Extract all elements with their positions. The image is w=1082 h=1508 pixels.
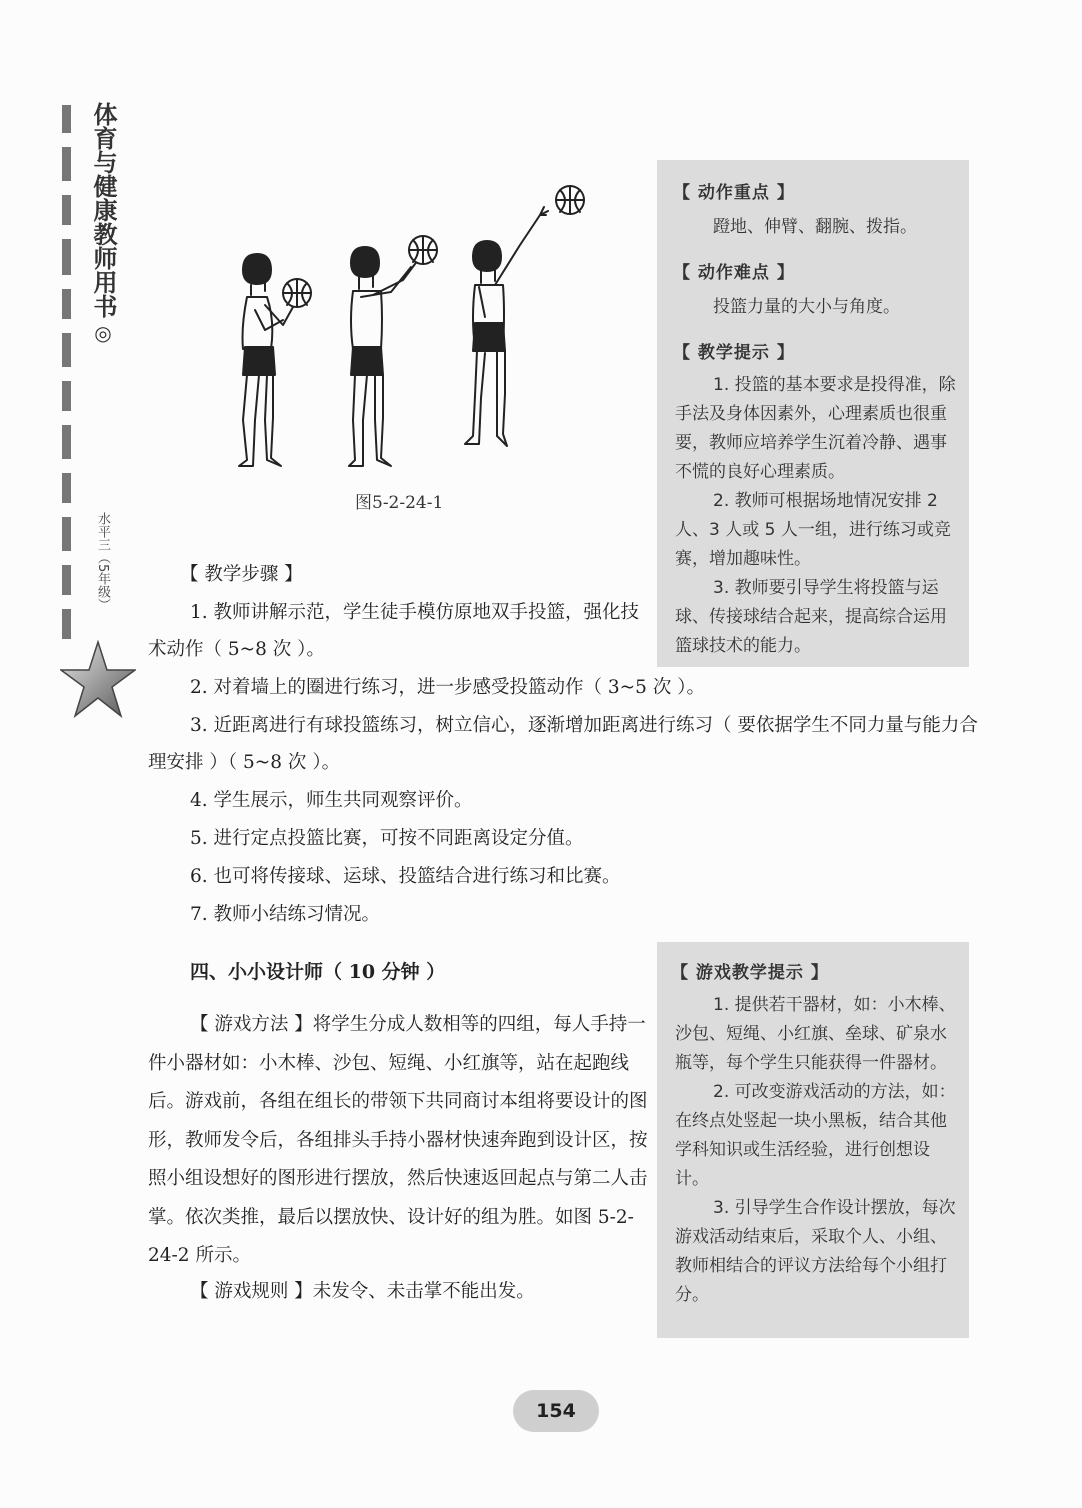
- teaching-tips-heading: 【 教学提示 】: [673, 343, 795, 363]
- game-rules: 【 游戏规则 】未发令、未击掌不能出发。: [190, 1281, 535, 1302]
- teaching-steps-title: 【 教学步骤 】: [180, 564, 303, 585]
- game-tips-heading: 【 游戏教学提示 】: [671, 963, 829, 983]
- teaching-step: 6. 也可将传接球、运球、投篮结合进行练习和比赛。: [190, 866, 621, 887]
- game-tip: 2. 可改变游戏活动的方法，如：在终点处竖起一块小黑板，结合其他学科知识或生活经验，进行创想设计。: [675, 1082, 956, 1189]
- teaching-step: 4. 学生展示，师生共同观察评价。: [190, 790, 473, 811]
- game-tip: 1. 提供若干器材，如：小木棒、沙包、短绳、小红旗、垒球、矿泉水瓶等，每个学生只能获得一件器材。: [675, 995, 956, 1073]
- section-heading: 四、小小设计师（ 10 分钟 ）: [190, 961, 446, 983]
- player-3: [465, 186, 584, 446]
- player-2: [349, 236, 437, 466]
- spine-decoration: [62, 105, 72, 665]
- page-number: 154: [513, 1390, 599, 1432]
- teaching-tip: 2. 教师可根据场地情况安排 2 人、3 人或 5 人一组，进行练习或竞赛，增加趣味性。: [675, 491, 951, 569]
- game-method: 【 游戏方法 】将学生分成人数相等的四组，每人手持一件小器材如：小木棒、沙包、短绳、小红旗等，站在起跑线后。游戏前，各组在组长的带领下共同商讨本组将要设计的图形，教师发令后，各组排头手持小器材快速奔跑到设计区，按照小组设想好的图形进行摆放，然后快速返回起点与第二人击掌。依次类推，最后以摆放快、设计好的组为胜。如图 5-2-24-2 所示。: [148, 1014, 648, 1266]
- game-tips-box: [657, 942, 969, 1338]
- teaching-step: 2. 对着墙上的圈进行练习，进一步感受投篮动作（ 3~5 次 ）。: [190, 677, 705, 698]
- game-tip: 3. 引导学生合作设计摆放，每次游戏活动结束后，采取个人、小组、教师相结合的评议方法给每个小组打分。: [675, 1198, 956, 1305]
- teaching-tip: 3. 教师要引导学生将投篮与运球、传接球结合起来，提高综合运用篮球技术的能力。: [675, 578, 947, 656]
- shooting-figure: [225, 175, 605, 470]
- teaching-tip: 1. 投篮的基本要求是投得准，除手法及身体因素外，心理素质也很重要，教师应培养学生沉着冷静、遇事不慌的良好心理素质。: [675, 375, 956, 482]
- player-1: [239, 254, 311, 466]
- figure-caption: 图5-2-24-1: [355, 493, 444, 513]
- teaching-step: 3. 近距离进行有球投篮练习，树立信心，逐渐增加距离进行练习（ 要依据学生不同力量与能力合理安排 ）（ 5~8 次 ）。: [148, 715, 978, 773]
- book-title-text: 体育与健康教师用书: [89, 102, 118, 318]
- teaching-step: 5. 进行定点投篮比赛，可按不同距离设定分值。: [190, 828, 584, 849]
- key-action-heading: 【 动作重点 】: [673, 183, 795, 203]
- level-label: 水平三（5年级）: [95, 512, 110, 612]
- difficulty-text: 投篮力量的大小与角度。: [713, 297, 900, 317]
- key-action-text: 蹬地、伸臂、翻腕、拨指。: [713, 217, 917, 237]
- key-points-box: [657, 160, 969, 667]
- teaching-step: 1. 教师讲解示范，学生徒手模仿原地双手投篮，强化技术动作（ 5~8 次 ）。: [148, 602, 640, 660]
- book-title: [88, 102, 118, 348]
- difficulty-heading: 【 动作难点 】: [673, 263, 795, 283]
- book-mark: ◎: [94, 321, 112, 345]
- star-icon: [60, 640, 136, 720]
- teaching-step: 7. 教师小结练习情况。: [190, 904, 381, 925]
